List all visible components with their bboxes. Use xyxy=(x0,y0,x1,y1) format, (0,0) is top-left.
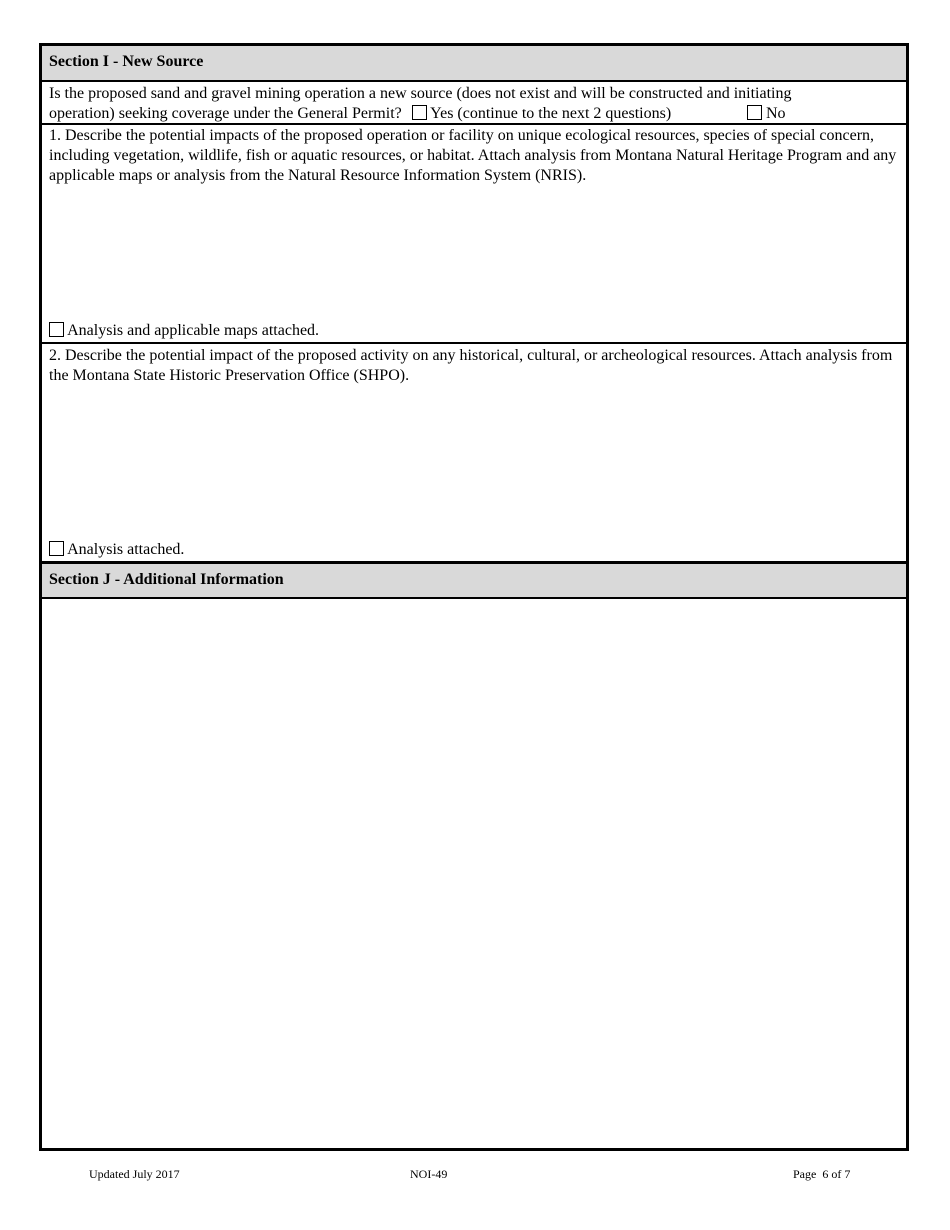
yes-checkbox[interactable] xyxy=(412,105,427,120)
section-j-title: Section J - Additional Information xyxy=(49,571,284,588)
yes-label: Yes (continue to the next 2 questions) xyxy=(430,105,672,122)
question-line-1: Is the proposed sand and gravel mining operation a new source (does not exist and will be constructed and initiating xyxy=(49,85,792,102)
section-i-header xyxy=(42,46,906,80)
no-label: No xyxy=(766,105,786,122)
divider xyxy=(42,342,906,344)
q1-attachment-checkbox-row xyxy=(49,322,319,340)
footer-updated: Updated July 2017 xyxy=(89,1167,180,1181)
section-j-header xyxy=(42,564,906,597)
additional-information-field[interactable] xyxy=(44,602,904,1144)
q1-text: 1. Describe the potential impacts of the proposed operation or facility on unique ecological resources, species of special concern, including vegetation, wildlife, fish or aquatic resources, or habitat. Attach analysis from Montana Natural Heritage Program and any applicable maps or analysis from the Natural Resource Information System (NRIS). xyxy=(49,127,897,184)
q2-attachment-checkbox[interactable] xyxy=(49,541,64,556)
q2-response-field[interactable] xyxy=(44,388,904,538)
section-i-title: Section I - New Source xyxy=(49,53,204,70)
question-line-2: operation) seeking coverage under the General Permit? xyxy=(49,105,402,122)
q2-attachment-checkbox-row xyxy=(49,541,184,559)
footer-page-number: Page 6 of 7 xyxy=(793,1167,851,1181)
q1-checkbox-label: Analysis and applicable maps attached. xyxy=(67,322,320,339)
q2-text: 2. Describe the potential impact of the proposed activity on any historical, cultural, or archeological resources. Attach analysis from the Montana State Historic Preservation Office (SHPO). xyxy=(49,347,893,384)
form-page xyxy=(39,43,909,1151)
q1-response-field[interactable] xyxy=(44,188,904,318)
q2-checkbox-label: Analysis attached. xyxy=(67,541,185,558)
no-checkbox[interactable] xyxy=(747,105,762,120)
footer-form-id: NOI-49 xyxy=(410,1167,448,1181)
divider xyxy=(42,80,906,82)
divider xyxy=(42,597,906,599)
divider xyxy=(42,123,906,125)
q1-attachment-checkbox[interactable] xyxy=(49,322,64,337)
new-source-question xyxy=(42,84,906,124)
